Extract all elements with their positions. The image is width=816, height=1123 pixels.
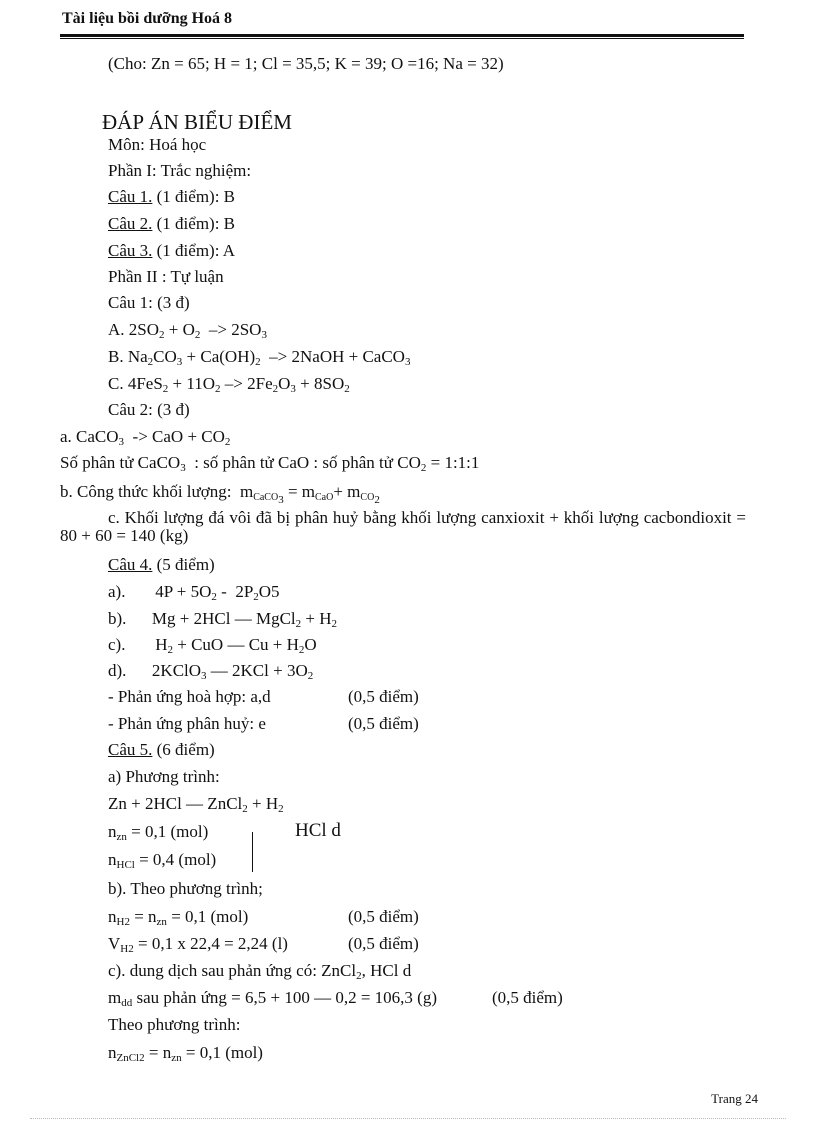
c5-mdd-points: (0,5 điểm) <box>492 988 563 1007</box>
c1-heading: Câu 1: (3 đ) <box>108 293 190 312</box>
c5-nzncl2: $n_{ZnCl2} = n_{zn} = 0,1$ (mol) <box>108 1043 263 1064</box>
c5c-heading: c). dung dịch sau phản ứng có: ZnCl$_2$, HCl d <box>108 961 412 982</box>
c4-decomposition-points: (0,5 điểm) <box>348 714 419 733</box>
c2a-equation: a. CaCO$_3$ -> CaO + $CO_2$ <box>60 427 231 448</box>
c5-nh2-points: (0,5 điểm) <box>348 907 419 926</box>
q1-answer: Câu 1. (1 điểm): B <box>108 187 236 206</box>
c5-mdd: $m_{dd}$ sau phản ứng = 6,5 + 100 — 0,2 = 106,3 (g) <box>108 988 437 1009</box>
equation-c: C. $4FeS_2 + 11O_2 -> 2Fe_2O_3 + 8SO_2$ <box>108 374 350 395</box>
part1-heading: Phần I: Trắc nghiệm: <box>108 161 252 180</box>
c5-n-hcl: $n_{HCl} = 0,4$ (mol) <box>108 850 217 871</box>
c4-eq-d: d). 2KClO$_3$ — $2KCl + 3O_2$ <box>108 661 314 682</box>
c2-heading: Câu 2: (3 đ) <box>108 400 190 419</box>
c4-decomposition: - Phản ứng phân huỷ: e <box>108 714 266 733</box>
c5-vh2-points: (0,5 điểm) <box>348 934 419 953</box>
c5-n-zn: $n_{zn} = 0,1$ (mol) <box>108 822 209 843</box>
equation-b: B. $Na_2CO_3 + Ca(OH)_2$ –> 2NaOH + CaCO$_3$ <box>108 347 411 368</box>
c4-eq-a: a). $4P + 5O_2 - 2P_2O5$ <box>108 582 280 603</box>
q2-answer: Câu 2. (1 điểm): B <box>108 214 236 233</box>
part2-heading: Phần II : Tự luận <box>108 267 224 286</box>
header-rule-thin <box>60 38 744 39</box>
answer-title: ĐÁP ÁN BIỂU ĐIỂM <box>102 110 292 134</box>
c5-heading: Câu 5. (6 điểm) <box>108 740 215 759</box>
c4-eq-b: b). Mg + 2HCl — MgCl$_2$ + $H_2$ <box>108 609 338 630</box>
subject-line: Môn: Hoá học <box>108 135 207 154</box>
c5-vh2: $V_{H2} = 0,1$ x 22,4 = 2,24 (l) <box>108 934 288 955</box>
atomic-masses: (Cho: Zn = 65; H = 1; Cl = 35,5; K = 39; O =16; Na = 32) <box>108 54 504 73</box>
bracket-divider <box>252 832 253 872</box>
page-number: Trang 24 <box>711 1091 758 1106</box>
c4-combination-points: (0,5 điểm) <box>348 687 419 706</box>
c4-heading: Câu 4. (5 điểm) <box>108 555 215 574</box>
c5b-heading: b). Theo phương trình; <box>108 879 263 898</box>
c5-hcl-excess: HCl d <box>295 820 341 841</box>
header-rule <box>60 34 744 37</box>
c2c-paragraph: c. Khối lượng đá vôi đã bị phân huỷ bằng khối lượng canxioxit + khối lượng cacbondioxit = 80 + 60 = 140 (kg) <box>60 508 746 545</box>
c5a-heading: a) Phương trình: <box>108 767 220 786</box>
c5-nh2: $n_{H2} = n_{zn} = 0,1$ (mol) <box>108 907 249 928</box>
c5-theo-heading: Theo phương trình: <box>108 1015 241 1034</box>
c4-combination: - Phản ứng hoà hợp: a,d <box>108 687 271 706</box>
c5-equation: Zn + 2HCl — ZnCl$_2$ + $H_2$ <box>108 794 284 815</box>
equation-a: A. $2SO_2 + O_2 -> 2SO_3$ <box>108 320 267 341</box>
c2-ratio: Số phân tử CaCO$_3$ : số phân tử CaO : số phân tử $CO_2$ = 1:1:1 <box>60 453 480 474</box>
c2b-formula: b. Công thức khối lượng: $m_{CaCO_3} = m_{CaO}+ m_{CO_2}$ <box>60 482 380 506</box>
footer-divider <box>30 1118 786 1119</box>
header-title: Tài liệu bồi dưỡng Hoá 8 <box>62 10 233 27</box>
c4-eq-c: c). $H_2$ + CuO — $Cu + H_2O$ <box>108 635 317 656</box>
q3-answer: Câu 3. (1 điểm): A <box>108 241 236 260</box>
